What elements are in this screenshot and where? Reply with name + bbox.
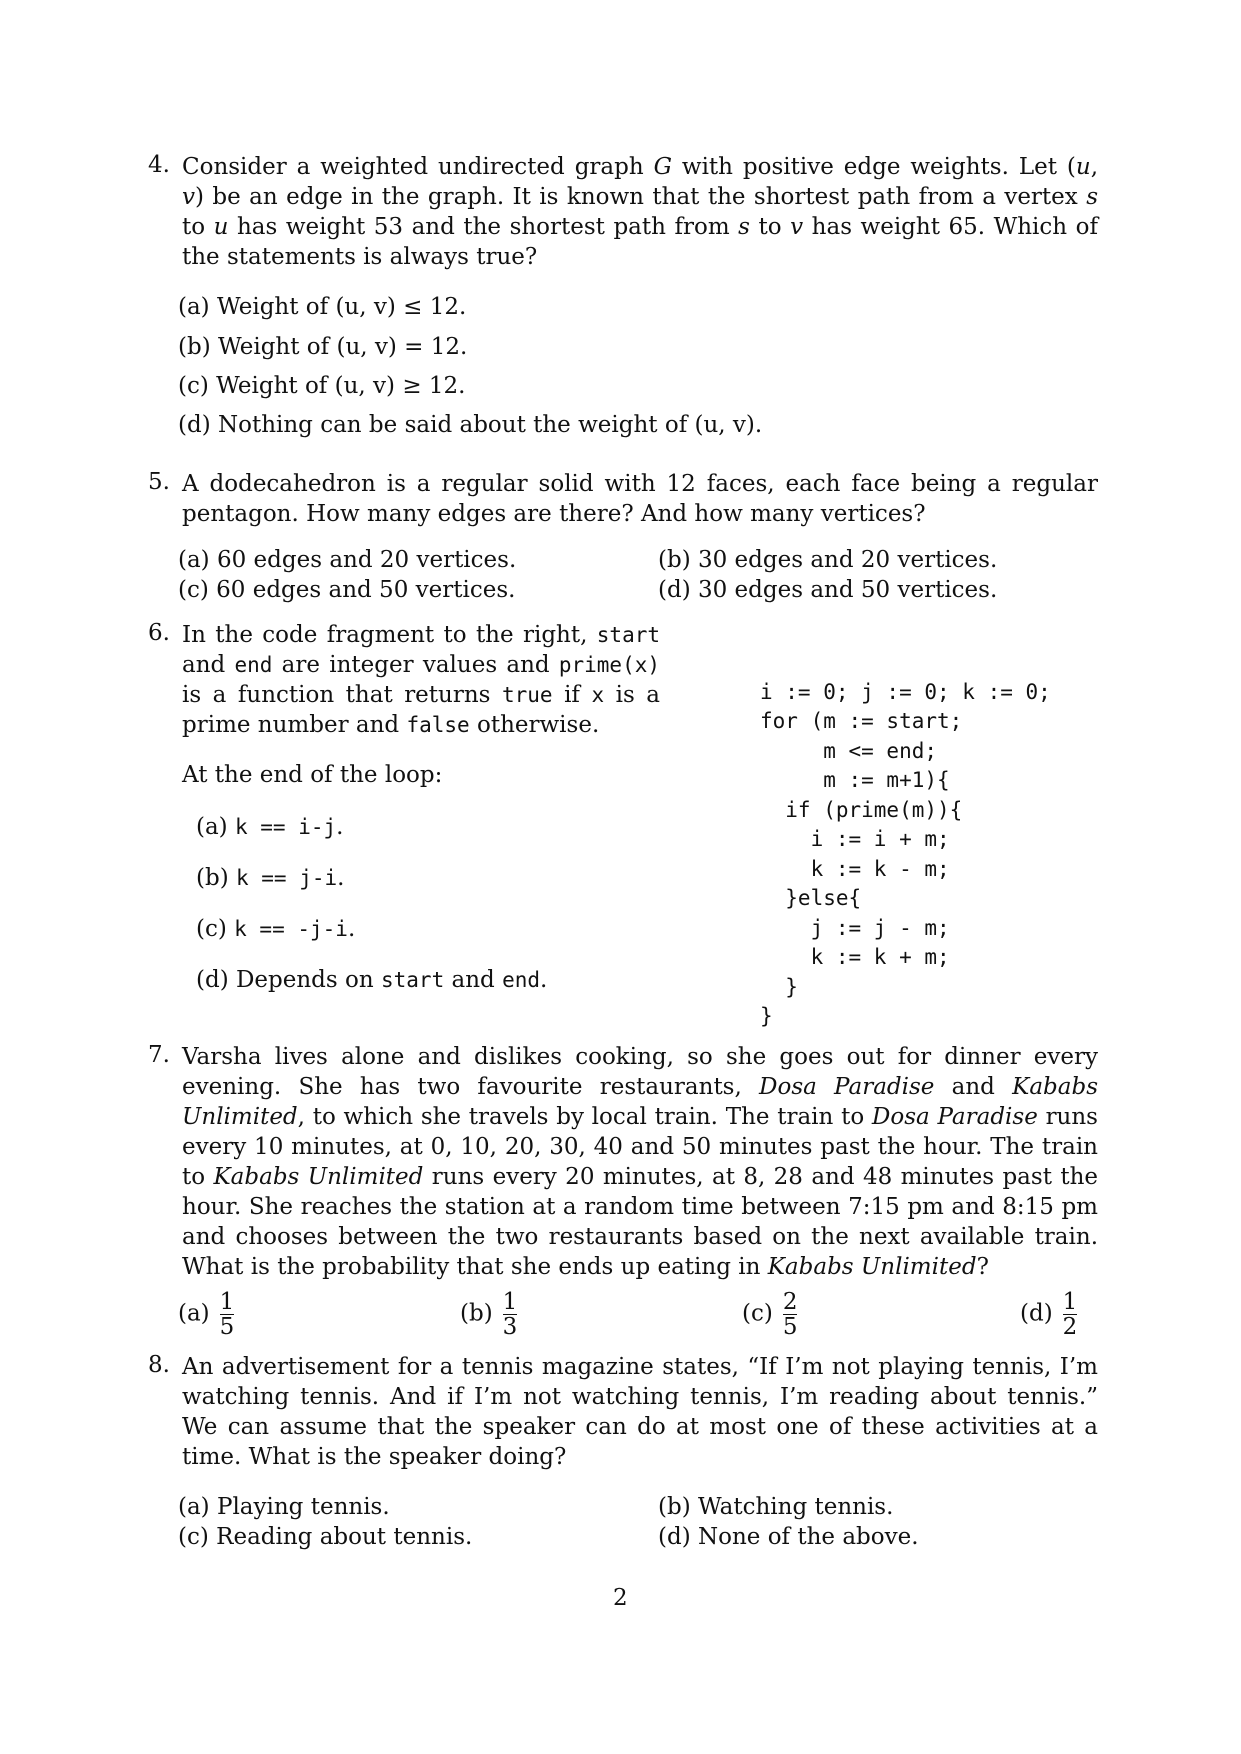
question-text: Consider a weighted undirected graph G with positive edge weights. Let (u, v) be an edge in the graph. It is known that the shortest path from a vertex s to u has weight 53 and the shortest path from s to v has weight 65. Which of the statements is always true? (182, 154, 1098, 270)
code-line: j := j - m; (760, 915, 950, 940)
question-text: A dodecahedron is a regular solid with 12 faces, each face being a regular pentagon. How many edges are there? And how many vertices? (182, 471, 1098, 527)
code-line: m := m+1){ (760, 768, 950, 792)
code-line: for (m := start; (760, 709, 963, 733)
option-a: (a) 60 edges and 20 vertices. (178, 547, 517, 573)
option-d: (d) 30 edges and 50 vertices. (658, 577, 998, 603)
question-number: 8. (148, 1352, 170, 1378)
option-b: (b) Weight of (u, v) = 12. (178, 334, 468, 360)
question-number: 4. (148, 152, 170, 178)
option-b: (b) Watching tennis. (658, 1494, 894, 1520)
question-4 (148, 152, 1098, 452)
code-line: k := k - m; (760, 856, 950, 881)
option-d: (d) $\frac{1}{2}$ (1020, 1289, 1078, 1340)
question-7 (148, 1042, 1098, 1342)
option-a: (a) Playing tennis. (178, 1494, 390, 1520)
option-c: (c) Reading about tennis. (178, 1524, 473, 1550)
question-6 (148, 620, 661, 1010)
option-c: (c) 60 edges and 50 vertices. (178, 577, 516, 603)
option-d: (d) None of the above. (658, 1524, 919, 1550)
question-text: Varsha lives alone and dislikes cooking, so she goes out for dinner every evening. She has two favourite restaurants, Dosa Paradise and Kababs Unlimited, to which she travels by local train. The train to Dosa Paradise runs every 10 minutes, at 0, 10, 20, 30, 40 and 50 minutes past the hour. The train to Kababs Unlimited runs every 20 minutes, at 8, 28 and 48 minutes past the hour. She reaches the station at a random time between 7:15 pm and 8:15 pm and chooses between the two restaurants based on the next available train. What is the probability that she ends up eating in Kababs Unlimited? (182, 1044, 1098, 1280)
code-line: i := 0; j := 0; k := 0; (760, 679, 1051, 704)
question-number: 6. (148, 620, 170, 646)
code-line: if (prime(m)){ (760, 797, 963, 822)
option-c: (c) Weight of (u, v) ≥ 12. (178, 373, 466, 399)
question-lead: At the end of the loop: (182, 762, 443, 788)
code-fragment (760, 648, 1051, 1091)
code-line: m <= end; (760, 738, 938, 763)
option-b: (b) k == j-i. (196, 865, 345, 891)
code-line: k := k + m; (760, 945, 950, 969)
option-a: (a) Weight of (u, v) ≤ 12. (178, 294, 467, 320)
code-line: } (760, 974, 798, 999)
question-number: 5. (148, 469, 170, 495)
question-number: 7. (148, 1042, 170, 1068)
option-c: (c) $\frac{2}{5}$ (742, 1289, 798, 1340)
option-b: (b) $\frac{1}{3}$ (460, 1289, 518, 1340)
page-number: 2 (613, 1585, 628, 1611)
question-text: An advertisement for a tennis magazine states, “If I’m not playing tennis, I’m watching tennis. And if I’m not watching tennis, I’m reading about tennis.” We can assume that the speaker can do at most one of these activities at a time. What is the speaker doing? (182, 1354, 1098, 1470)
option-a: (a) $\frac{1}{5}$ (178, 1289, 235, 1340)
question-5 (148, 469, 1098, 609)
question-text: In the code fragment to the right, start and end are integer values and prime(x) is a function that returns true if x is a prime number and false otherwise. (182, 622, 661, 738)
option-a: (a) k == i-j. (196, 814, 344, 840)
code-line: }else{ (760, 886, 862, 910)
code-line: } (760, 1004, 773, 1028)
option-b: (b) 30 edges and 20 vertices. (658, 547, 998, 573)
option-d: (d) Depends on start and end. (196, 967, 548, 993)
option-c: (c) k == -j-i. (196, 916, 356, 942)
question-8 (148, 1352, 1098, 1552)
option-d: (d) Nothing can be said about the weight of (u, v). (178, 412, 763, 438)
code-line: i := i + m; (760, 827, 950, 851)
